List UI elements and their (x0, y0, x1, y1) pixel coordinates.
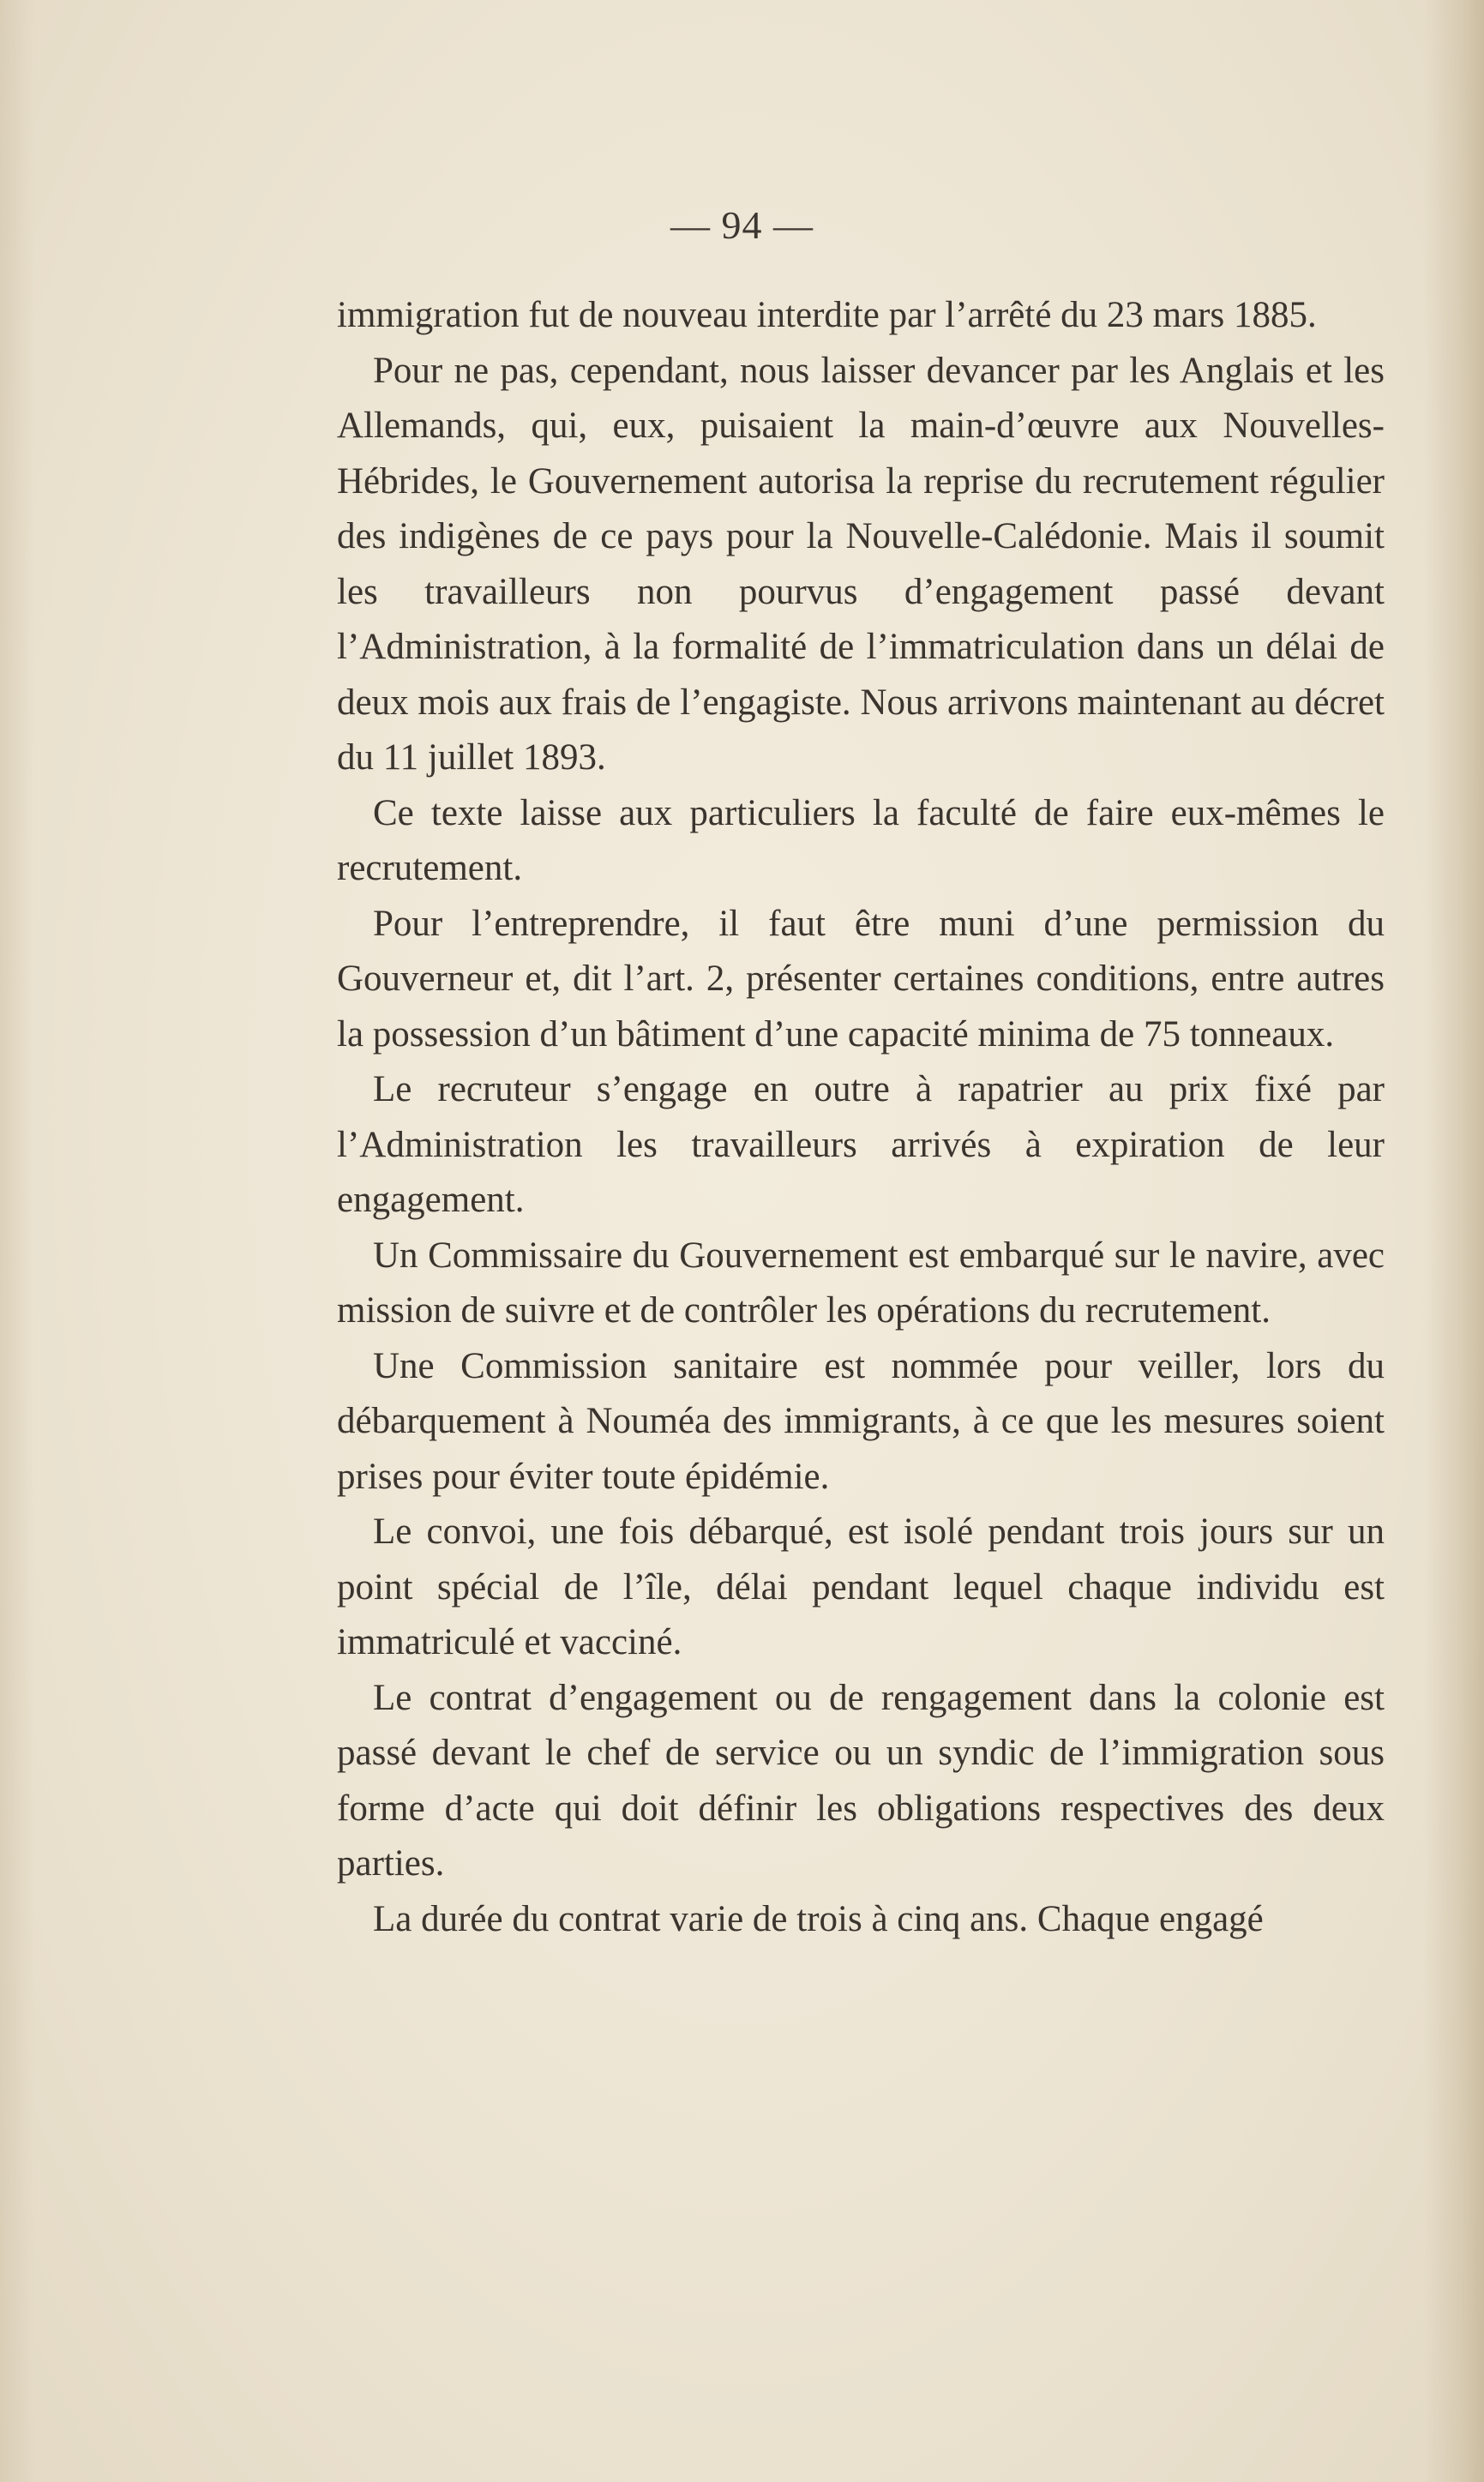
paragraph-continuation: immigration fut de nouveau interdite par l’arrêté du 23 mars 1885. (337, 295, 1317, 335)
page-left-shadow (0, 0, 34, 2482)
paragraph: Pour l’entreprendre, il faut être muni d’une permission du Gouverneur et, dit l’art. 2, présenter certaines conditions, entre autres la possession d’un bâtiment d’une capacité minima de 75 tonneaux. (337, 903, 1385, 1055)
paragraph: Le contrat d’engagement ou de rengagement dans la colonie est passé devant le chef de service ou un syndic de l’immigration sous forme d’acte qui doit définir les obligations respectives des deux parties. (337, 1677, 1385, 1884)
paragraph: Le recruteur s’engage en outre à rapatrier au prix fixé par l’Administration les travailleurs arrivés à expiration de leur engagement. (337, 1069, 1385, 1220)
paragraph: Le convoi, une fois débarqué, est isolé pendant trois jours sur un point spécial de l’île, délai pendant lequel chaque individu est immatriculé et vacciné. (337, 1511, 1385, 1662)
body-text (337, 288, 1385, 1947)
page-number: — 94 — (670, 203, 814, 247)
paragraph: Ce texte laisse aux particuliers la faculté de faire eux-mêmes le recrutement. (337, 792, 1385, 888)
paragraph: Une Commission sanitaire est nommée pour veiller, lors du débarquement à Nouméa des immigrants, à ce que les mesures soient prises pour éviter toute épidémie. (337, 1345, 1385, 1497)
paragraph-last: La durée du contrat varie de trois à cinq ans. Chaque engagé (373, 1898, 1264, 1939)
paragraph: Un Commissaire du Gouvernement est embarqué sur le navire, avec mission de suivre et de contrôler les opérations du recrutement. (337, 1235, 1385, 1331)
page-right-shadow (1424, 0, 1484, 2482)
paragraph: Pour ne pas, cependant, nous laisser devancer par les Anglais et les Allemands, qui, eux, puisaient la main-d’œuvre aux Nouvelles-Hébrides, le Gouvernement autorisa la reprise du recrutement régulier des indigènes de ce pays pour la Nouvelle-Calédonie. Mais il soumit les travailleurs non pourvus d’engagement passé devant l’Administration, à la formalité de l’immatriculation dans un délai de deux mois aux frais de l’engagiste. Nous arrivons maintenant au décret du 11 juillet 1893. (337, 350, 1385, 778)
